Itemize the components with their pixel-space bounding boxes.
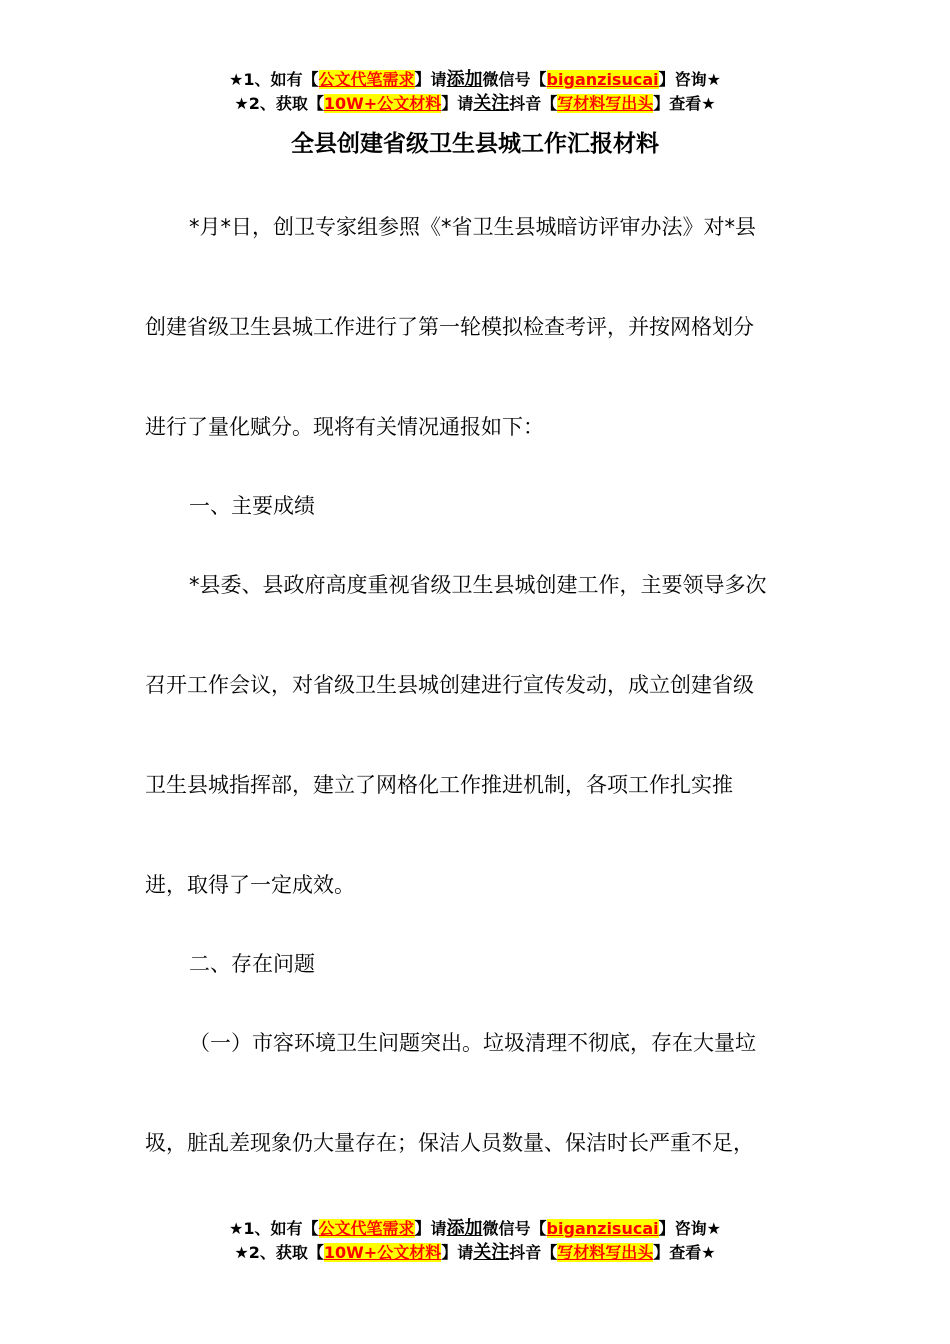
document-title: 全县创建省级卫生县城工作汇报材料: [291, 131, 659, 157]
body-line: （一）市容环境卫生问题突出。垃圾清理不彻底，存在大量垃: [189, 1031, 756, 1055]
wechat-id-highlight: biganzisucai: [546, 1219, 659, 1238]
section-heading-problems: 二、存在问题: [189, 952, 315, 976]
follow-emphasis: 关注: [473, 93, 510, 114]
douyin-id-highlight: 写材料写出头: [557, 94, 654, 113]
add-emphasis: 添加: [446, 1218, 483, 1239]
section-heading-achievements: 一、主要成绩: [189, 494, 315, 518]
header-banner-line-1: ★1、如有【公文代笔需求】请添加微信号【biganzisucai】咨询★: [229, 69, 721, 90]
header-banner: [0, 68, 950, 116]
body-line: *县委、县政府高度重视省级卫生县城创建工作，主要领导多次: [189, 573, 767, 597]
body-line: 召开工作会议，对省级卫生县城创建进行宣传发动，成立创建省级: [145, 673, 754, 697]
materials-highlight: 10W+公文材料: [323, 1243, 442, 1262]
add-emphasis: 添加: [446, 69, 483, 90]
footer-banner-line-2: ★2、获取【10W+公文材料】请关注抖音【写材料写出头】查看★: [234, 1242, 716, 1263]
footer-banner: [0, 1217, 950, 1265]
wechat-id-highlight: biganzisucai: [546, 70, 659, 89]
header-banner-line-2: ★2、获取【10W+公文材料】请关注抖音【写材料写出头】查看★: [234, 93, 716, 114]
body-line: *月*日，创卫专家组参照《*省卫生县城暗访评审办法》对*县: [189, 215, 756, 239]
service-highlight: 公文代笔需求: [318, 70, 415, 89]
body-line: 创建省级卫生县城工作进行了第一轮模拟检查考评，并按网格划分: [145, 315, 754, 339]
douyin-id-highlight: 写材料写出头: [557, 1243, 654, 1262]
footer-banner-line-1: ★1、如有【公文代笔需求】请添加微信号【biganzisucai】咨询★: [229, 1218, 721, 1239]
service-highlight: 公文代笔需求: [318, 1219, 415, 1238]
follow-emphasis: 关注: [473, 1242, 510, 1263]
materials-highlight: 10W+公文材料: [323, 94, 442, 113]
body-line: 进，取得了一定成效。: [145, 873, 355, 897]
body-line: 圾，脏乱差现象仍大量存在；保洁人员数量、保洁时长严重不足，: [145, 1131, 754, 1155]
body-line: 进行了量化赋分。现将有关情况通报如下：: [145, 415, 544, 439]
body-line: 卫生县城指挥部，建立了网格化工作推进机制，各项工作扎实推: [145, 773, 733, 797]
